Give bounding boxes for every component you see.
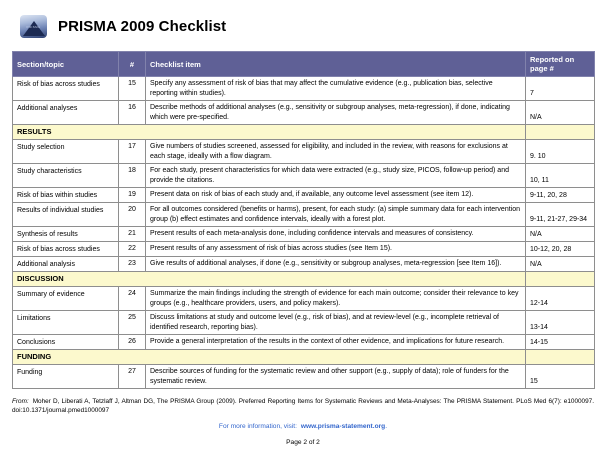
item-number-cell: 17 <box>119 140 146 164</box>
section-header-row <box>13 272 595 287</box>
checklist-item-cell: Give results of additional analyses, if done (e.g., sensitivity or subgroup analyses, meta-regression [see Item 16]). <box>146 257 526 272</box>
reported-page-cell: 9-11, 20, 28 <box>526 188 595 203</box>
section-title-cell: DISCUSSION <box>13 272 526 287</box>
table-header-row <box>13 52 595 77</box>
table-row <box>13 227 595 242</box>
table-row <box>13 164 595 188</box>
section-page-cell <box>526 350 595 365</box>
reported-page-cell: 12-14 <box>526 287 595 311</box>
item-number-cell: 18 <box>119 164 146 188</box>
info-suffix: . <box>385 423 388 430</box>
table-row <box>13 77 595 101</box>
section-topic-cell: Synthesis of results <box>13 227 119 242</box>
item-number-cell: 25 <box>119 311 146 335</box>
reported-page-cell: N/A <box>526 101 595 125</box>
item-number-cell: 21 <box>119 227 146 242</box>
table-row <box>13 242 595 257</box>
item-number-cell: 19 <box>119 188 146 203</box>
reported-page-cell: 14-15 <box>526 335 595 350</box>
section-topic-cell: Additional analyses <box>13 101 119 125</box>
info-prefix: For more information, visit: <box>218 423 297 430</box>
section-page-cell <box>526 272 595 287</box>
reported-page-cell: 7 <box>526 77 595 101</box>
table-row <box>13 203 595 227</box>
checklist-item-cell: Summarize the main findings including the strength of evidence for each main outcome; consider their relevance to key groups (e.g., healthcare providers, users, and policy makers). <box>146 287 526 311</box>
prisma-statement-link[interactable]: www.prisma-statement.org <box>300 423 386 430</box>
checklist-item-cell: Describe sources of funding for the systematic review and other support (e.g., supply of data); role of funders for the systematic review. <box>146 365 526 389</box>
item-number-cell: 26 <box>119 335 146 350</box>
reported-page-cell: 9. 10 <box>526 140 595 164</box>
item-number-cell: 16 <box>119 101 146 125</box>
checklist-item-cell: For each study, present characteristics for which data were extracted (e.g., study size, PICOS, follow-up period) and provide the citations. <box>146 164 526 188</box>
item-number-cell: 20 <box>119 203 146 227</box>
item-number-cell: 15 <box>119 77 146 101</box>
document-header <box>20 15 594 38</box>
table-row <box>13 287 595 311</box>
table-row <box>13 365 595 389</box>
table-row <box>13 311 595 335</box>
citation-from-label: From: <box>12 398 29 405</box>
column-header-checklist-item: Checklist item <box>146 52 526 77</box>
item-number-cell: 22 <box>119 242 146 257</box>
section-topic-cell: Funding <box>13 365 119 389</box>
reported-page-cell: 10-12, 20, 28 <box>526 242 595 257</box>
item-number-cell: 24 <box>119 287 146 311</box>
prisma-logo-text: PRISMA <box>26 25 41 29</box>
checklist-item-cell: For all outcomes considered (benefits or harms), present, for each study: (a) simple summary data for each intervention group (b) effect estimates and confidence intervals, ideally with a forest plot. <box>146 203 526 227</box>
section-topic-cell: Study characteristics <box>13 164 119 188</box>
section-topic-cell: Risk of bias within studies <box>13 188 119 203</box>
checklist-item-cell: Present results of each meta-analysis done, including confidence intervals and measures of consistency. <box>146 227 526 242</box>
reported-page-cell: N/A <box>526 227 595 242</box>
section-header-row <box>13 350 595 365</box>
column-header-number: # <box>119 52 146 77</box>
item-number-cell: 27 <box>119 365 146 389</box>
section-topic-cell: Additional analysis <box>13 257 119 272</box>
document-footer <box>12 398 594 446</box>
citation-text: Moher D, Liberati A, Tetzlaff J, Altman DG, The PRISMA Group (2009). Preferred Reporting Items for Systematic Reviews and Meta-Analyses: The PRISMA Statement. PLoS Med 6(7): e1000097. doi:10.1371/journal.pmed1000097 <box>12 398 594 414</box>
section-topic-cell: Results of individual studies <box>13 203 119 227</box>
reported-page-cell: 13-14 <box>526 311 595 335</box>
checklist-item-cell: Present data on risk of bias of each study and, if available, any outcome level assessment (see item 12). <box>146 188 526 203</box>
checklist-item-cell: Present results of any assessment of risk of bias across studies (see Item 15). <box>146 242 526 257</box>
section-header-row <box>13 125 595 140</box>
table-row <box>13 335 595 350</box>
page-title: PRISMA 2009 Checklist <box>58 18 227 35</box>
reported-page-cell: 10, 11 <box>526 164 595 188</box>
table-body <box>13 77 595 389</box>
table-header <box>13 52 595 77</box>
prisma-logo-icon <box>20 15 47 38</box>
reported-page-cell: 15 <box>526 365 595 389</box>
section-page-cell <box>526 125 595 140</box>
column-header-reported-page: Reported on page # <box>526 52 595 77</box>
section-topic-cell: Conclusions <box>13 335 119 350</box>
checklist-item-cell: Give numbers of studies screened, assessed for eligibility, and included in the review, with reasons for exclusions at each stage, ideally with a flow diagram. <box>146 140 526 164</box>
item-number-cell: 23 <box>119 257 146 272</box>
section-title-cell: FUNDING <box>13 350 526 365</box>
table-row <box>13 188 595 203</box>
section-topic-cell: Risk of bias across studies <box>13 242 119 257</box>
table-row <box>13 257 595 272</box>
citation-line <box>12 398 594 415</box>
reported-page-cell: 9-11, 21-27, 29-34 <box>526 203 595 227</box>
checklist-item-cell: Discuss limitations at study and outcome level (e.g., risk of bias), and at review-level (e.g., incomplete retrieval of identified research, reporting bias). <box>146 311 526 335</box>
info-line <box>12 423 594 430</box>
reported-page-cell: N/A <box>526 257 595 272</box>
section-topic-cell: Risk of bias across studies <box>13 77 119 101</box>
table-row <box>13 101 595 125</box>
page-number-label: Page 2 of 2 <box>286 439 320 446</box>
checklist-table <box>12 51 595 389</box>
section-topic-cell: Limitations <box>13 311 119 335</box>
column-header-section-topic: Section/topic <box>13 52 119 77</box>
checklist-item-cell: Provide a general interpretation of the results in the context of other evidence, and implications for future research. <box>146 335 526 350</box>
section-topic-cell: Study selection <box>13 140 119 164</box>
table-row <box>13 140 595 164</box>
checklist-item-cell: Specify any assessment of risk of bias that may affect the cumulative evidence (e.g., publication bias, selective reporting within studies). <box>146 77 526 101</box>
section-topic-cell: Summary of evidence <box>13 287 119 311</box>
section-title-cell: RESULTS <box>13 125 526 140</box>
checklist-item-cell: Describe methods of additional analyses (e.g., sensitivity or subgroup analyses, meta-regression), if done, indicating which were pre-specified. <box>146 101 526 125</box>
